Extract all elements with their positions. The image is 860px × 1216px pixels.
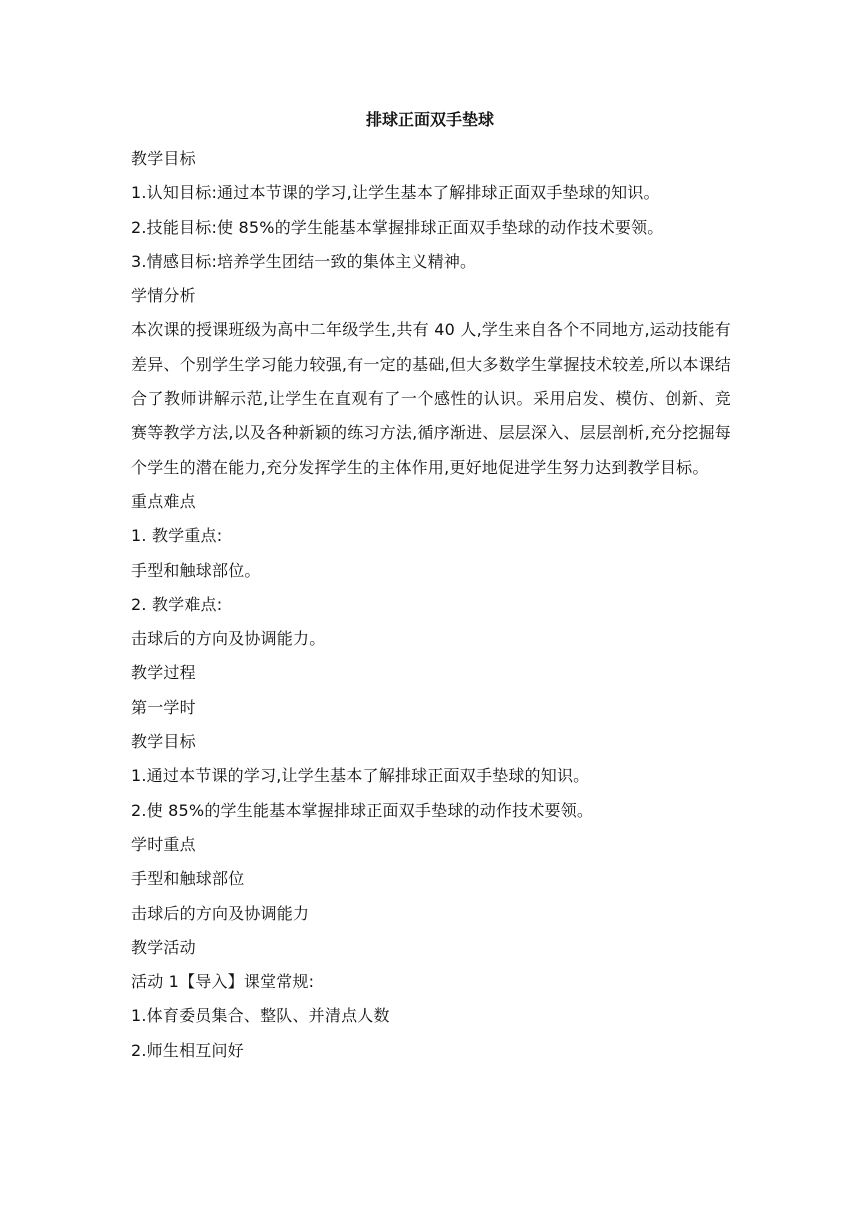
difficult-point-text: 击球后的方向及协调能力。 [131,629,326,649]
heading-lesson-key-points: 学时重点 [131,834,196,854]
activity-1-step-1: 1.体育委员集合、整队、并清点人数 [131,1006,390,1026]
key-point-text: 手型和触球部位。 [131,560,261,580]
lesson-goal-1: 1.通过本节课的学习,让学生基本了解排球正面双手垫球的知识。 [131,766,590,786]
heading-teaching-goals: 教学目标 [131,149,196,168]
lesson-goal-2: 2.使 85%的学生能基本掌握排球正面双手垫球的动作技术要领。 [131,800,594,820]
activity-1-step-2: 2.师生相互问好 [131,1040,244,1060]
document-body [131,142,731,1068]
goal-skill: 2.技能目标:使 85%的学生能基本掌握排球正面双手垫球的动作技术要领。 [131,217,664,237]
heading-key-difficult-points: 重点难点 [131,491,196,511]
lesson-key-point-1: 手型和触球部位 [131,869,245,889]
heading-teaching-activities: 教学活动 [131,937,196,957]
goal-emotional: 3.情感目标:培养学生团结一致的集体主义精神。 [131,251,477,271]
heading-first-lesson: 第一学时 [131,697,196,717]
key-point-label: 1. 教学重点: [131,526,223,546]
heading-lesson-goals: 教学目标 [131,732,196,752]
activity-1-title: 活动 1【导入】课堂常规: [131,972,315,992]
difficult-point-label: 2. 教学难点: [131,594,223,614]
heading-teaching-process: 教学过程 [131,663,196,683]
goal-cognitive: 1.认知目标:通过本节课的学习,让学生基本了解排球正面双手垫球的知识。 [131,183,660,203]
heading-student-analysis: 学情分析 [131,286,196,306]
document-title: 排球正面双手垫球 [365,110,494,129]
lesson-key-point-2: 击球后的方向及协调能力 [131,903,310,923]
student-analysis-paragraph: 本次课的授课班级为高中二年级学生,共有 40 人,学生来自各个不同地方,运动技能有差异、个别学生学习能力较强,有一定的基础,但大多数学生掌握技术较差,所以本课结合了教师讲解示范,让学生在直观有了一个感性的认识。采用启发、模仿、创新、竞赛等教学方法,以及各种新颖的练习方法,循序渐进、层层深入、层层剖析,充分挖掘每个学生的潜在能力,充分发挥学生的主体作用,更好地促进学生努力达到教学目标。 [131,320,731,477]
